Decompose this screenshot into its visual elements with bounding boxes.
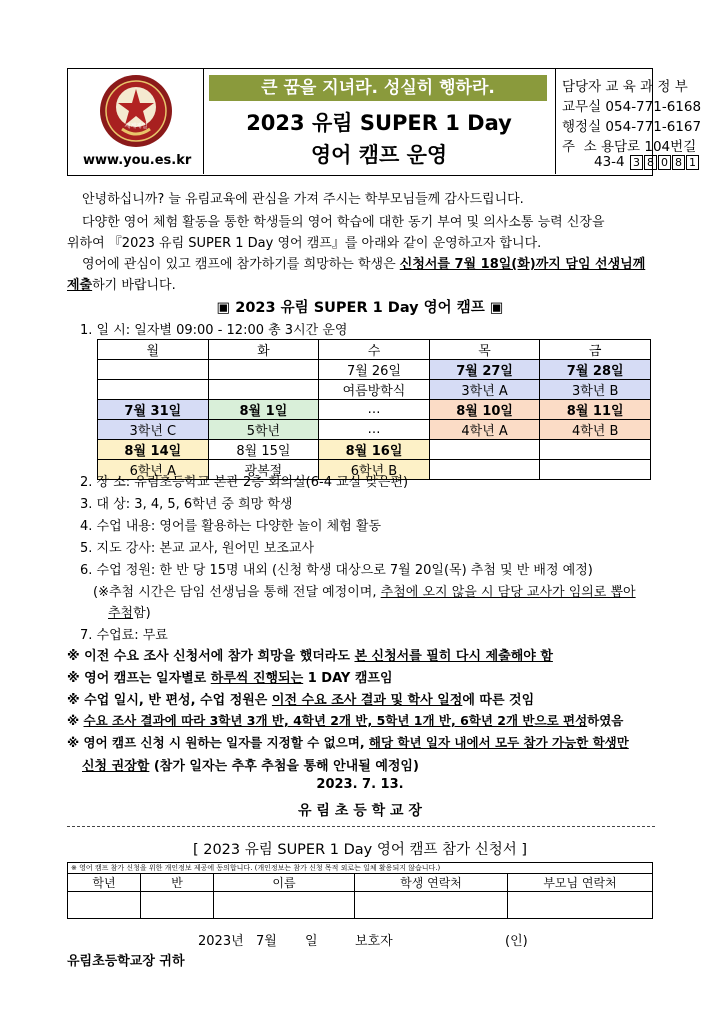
class-cell: 6학년 B [319,460,430,480]
note-text: 에 따른 것임 [462,693,535,708]
item-instructor: 5. 지도 강사: 본교 교사, 원어민 보조교사 [80,541,315,556]
intro-line: 다양한 영어 체험 활동을 통한 학생들의 영어 학습에 대한 동기 부여 및 의사소통 능력 신장을 [82,215,605,230]
logo-text: 세계제일 [124,123,148,130]
capacity-note [93,581,636,600]
address-line2 [594,154,699,170]
date-cell: 8월 14일 [98,440,209,460]
consent-text: ※ 영어 캠프 참가 신청을 위한 개인정보 제공에 동의합니다. (개인정보는 참가 신청 목적 외로는 일체 활용되지 않습니다.) [68,863,653,874]
contact-row [562,95,701,115]
note-line [82,755,419,774]
note-text: 1 DAY 캠프임 [303,671,393,686]
class-cell [98,380,209,400]
section-title: ▣ 2023 유림 SUPER 1 Day 영어 캠프 ▣ [216,300,504,316]
class-cell: … [319,420,430,440]
principal-signature: 유 림 초 등 학 교 장 [298,803,422,819]
intro-line: 안녕하십니까? 늘 유림교육에 관심을 가져 주시는 학부모님들께 감사드립니다. [82,192,524,207]
date-cell: 7월 26일 [319,360,430,380]
note-line [67,645,553,664]
item-target: 3. 대 상: 3, 4, 5, 6학년 중 희망 학생 [80,497,293,512]
table-row [98,420,651,440]
date-cell: 7월 31일 [98,400,209,420]
header-cell: 화 [208,340,319,360]
seal-mark: (인) [505,934,528,949]
form-recipient: 유림초등학교장 귀하 [67,954,185,969]
class-cell: 6학년 A [98,460,209,480]
item-fee: 7. 수업료: 무료 [80,628,168,643]
class-cell [540,460,651,480]
contact-row [562,115,701,135]
note-text: 함) [133,606,151,621]
note-line [67,667,393,686]
contact-value: 054-771-6167 [605,119,702,135]
header-cell: 부모님 연락처 [508,874,653,892]
application-form-table [67,862,653,919]
item-schedule: 1. 일 시: 일자별 09:00 - 12:00 총 3시간 운영 [80,323,348,338]
parent-phone-field[interactable] [508,892,653,919]
class-cell [208,380,319,400]
note-text: 하였음 [587,713,624,728]
document-title-line1: 2023 유림 SUPER 1 Day [246,111,512,135]
class-field[interactable] [141,892,214,919]
contact-value: 교 육 과 정 부 [605,79,688,95]
intro-text: 하기 바랍니다. [92,278,176,293]
class-cell: 5학년 [208,420,319,440]
school-logo [98,73,174,149]
contact-value: 054-771-6168 [605,99,702,115]
note-underlined: 추첨 [108,606,134,621]
note-text: ※ 이전 수요 조사 신청서에 참가 희망을 했더라도 [67,649,355,664]
grade-field[interactable] [68,892,141,919]
item-location: 2. 장 소: 유림초등학교 본관 2층 회의실(6-4 교실 맞은편) [80,475,409,490]
date-cell [540,440,651,460]
note-underlined: 수요 조사 결과에 따라 3학년 3개 반, 4학년 2개 반, 5학년 1개 반, 6학년 2개 반으로 편성 [83,713,588,728]
contact-label: 주 소 [562,139,597,155]
class-cell: 3학년 A [429,380,540,400]
contact-label: 교무실 [562,99,602,115]
header-cell: 목 [429,340,540,360]
note-underlined: 추첨에 오지 않을 시 담당 교사가 임의로 뽑아 [380,585,636,600]
date-cell: 7월 27일 [429,360,540,380]
postal-digit: 3 [630,155,643,170]
intro-line [82,253,645,272]
note-underlined: 하루씩 진행되는 [210,671,304,686]
date-cell: … [319,400,430,420]
schedule-table [97,339,651,480]
header-cell: 학년 [68,874,141,892]
class-cell: 4학년 B [540,420,651,440]
header-cell: 금 [540,340,651,360]
note-text: (※추첨 시간은 담임 선생님을 통해 전달 예정이며, [93,585,381,600]
table-row [98,400,651,420]
intro-line [67,274,176,293]
postal-digit: 8 [644,155,657,170]
document-title-line2: 영어 캠프 운영 [310,143,448,167]
school-motto: 큰 꿈을 지녀라. 성실히 행하라. [209,75,547,101]
note-underlined: 본 신청서를 필히 다시 제출해야 함 [354,649,553,664]
date-cell: 8월 16일 [319,440,430,460]
header-cell: 학생 연락처 [355,874,508,892]
header-cell: 반 [141,874,214,892]
table-row [98,360,651,380]
capacity-note [108,602,151,621]
note-underlined: 해당 학년 일자 내에서 모두 참가 가능한 학생만 [368,735,629,750]
date-cell: 8월 10일 [429,400,540,420]
note-text: ※ 영어 캠프 신청 시 원하는 일자를 지정할 수 없으며, [67,735,369,750]
note-text: ※ 영어 캠프는 일자별로 [67,671,211,686]
note-line [67,689,534,708]
note-text: ※ 수업 일시, 반 편성, 수업 정원은 [67,693,272,708]
form-day: 일 [305,934,318,949]
title-cell [203,69,556,174]
input-row [68,892,653,919]
date-cell: 8월 11일 [540,400,651,420]
contact-info [556,69,702,174]
postal-digit: 8 [672,155,685,170]
school-url[interactable]: www.you.es.kr [83,153,192,168]
issue-date: 2023. 7. 13. [316,777,404,792]
date-cell: 8월 1일 [208,400,319,420]
class-cell [429,460,540,480]
note-text: (참가 일자는 추후 추첨을 통해 안내될 예정임) [149,759,419,774]
class-cell: 광복절 [208,460,319,480]
table-row [98,380,651,400]
intro-line: 위하여 『2023 유림 SUPER 1 Day 영어 캠프』를 아래와 같이 운영하고자 합니다. [67,236,542,251]
table-header-row [68,874,653,892]
logo-cell [68,69,204,174]
table-header-row [98,340,651,360]
cut-line [67,826,655,827]
item-capacity: 6. 수업 정원: 한 반 당 15명 내외 (신청 학생 대상으로 7월 20일(목) 추첨 및 반 배정 예정) [80,563,593,578]
date-cell [429,440,540,460]
deadline-text: 제출 [67,278,93,293]
item-content: 4. 수업 내용: 영어를 활용하는 다양한 놀이 체험 활동 [80,519,382,534]
note-underlined: 신청 권장함 [82,759,150,774]
postal-digit: 1 [686,155,699,170]
deadline-text: 신청서를 7월 18일(화)까지 담임 선생님께 [399,257,646,272]
contact-row [562,75,688,95]
form-month: 7월 [256,934,277,949]
contact-row [562,135,696,155]
date-cell: 7월 28일 [540,360,651,380]
form-year: 2023년 [198,934,244,949]
contact-label: 행정실 [562,119,602,135]
intro-text: 영어에 관심이 있고 캠프에 참가하기를 희망하는 학생은 [82,257,400,272]
form-title: [ 2023 유림 SUPER 1 Day 영어 캠프 참가 신청서 ] [192,842,528,858]
date-cell: 8월 15일 [208,440,319,460]
postal-digit: 0 [658,155,671,170]
note-text: ※ [67,713,84,728]
class-cell: 여름방학식 [319,380,430,400]
class-cell: 4학년 A [429,420,540,440]
header-cell: 수 [319,340,430,360]
header-cell: 이름 [214,874,355,892]
postal-code [629,154,699,170]
note-line [67,733,629,751]
address-number: 43-4 [594,154,625,170]
name-field[interactable] [214,892,355,919]
header-cell: 월 [98,340,209,360]
date-cell [98,360,209,380]
letterhead [67,68,702,176]
contact-label: 담당자 [562,79,602,95]
class-cell: 3학년 B [540,380,651,400]
note-underlined: 이전 수요 조사 결과 및 학사 일정 [271,693,463,708]
guardian-label: 보호자 [355,934,393,949]
student-phone-field[interactable] [355,892,508,919]
class-cell: 3학년 C [98,420,209,440]
note-line [67,711,623,729]
consent-row [68,863,653,874]
contact-value: 용담로 104번길 [600,139,697,155]
date-cell [208,360,319,380]
table-row [98,440,651,460]
